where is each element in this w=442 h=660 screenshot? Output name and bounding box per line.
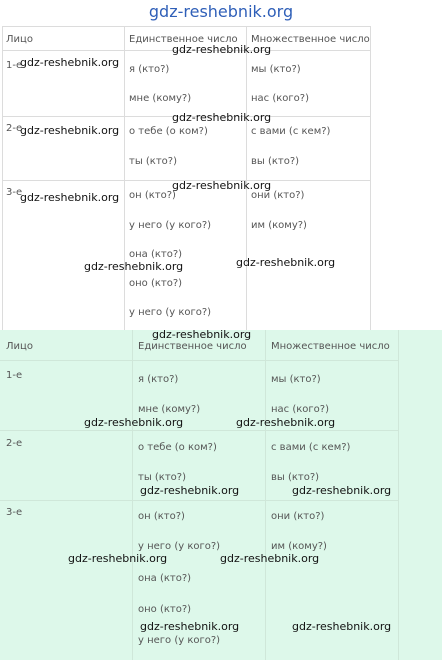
plural-form: вы (кто?) xyxy=(251,156,300,167)
plural-form: вы (кто?) xyxy=(271,472,320,483)
singular-form: она (кто?) xyxy=(129,249,183,260)
watermark: gdz-reshebnik.org xyxy=(152,328,252,341)
singular-form: он (кто?) xyxy=(138,511,185,522)
row-divider xyxy=(0,500,398,501)
plural-form: с вами (с кем?) xyxy=(271,442,351,453)
watermark: gdz-reshebnik.org xyxy=(220,552,320,565)
watermark: gdz-reshebnik.org xyxy=(84,416,184,429)
plural-form: им (кому?) xyxy=(251,220,307,231)
header-plural: Множественное число xyxy=(271,341,390,352)
table-border xyxy=(398,330,399,660)
row-divider xyxy=(0,430,398,431)
singular-form: у него (у кого?) xyxy=(129,220,212,231)
singular-form: у него (у кого?) xyxy=(129,307,212,318)
table-border xyxy=(2,26,370,27)
singular-form: она (кто?) xyxy=(138,573,192,584)
header-plural: Множественное число xyxy=(251,34,370,45)
person-label: 2-е xyxy=(6,123,23,134)
plural-form: им (кому?) xyxy=(271,541,327,552)
singular-form: у него (у кого?) xyxy=(138,635,221,646)
column-divider xyxy=(246,26,247,330)
column-divider xyxy=(132,330,133,660)
watermark: gdz-reshebnik.org xyxy=(68,552,168,565)
singular-form: о тебе (о ком?) xyxy=(138,442,217,453)
singular-form: мне (кому?) xyxy=(129,93,192,104)
person-label: 3-е xyxy=(6,507,23,518)
watermark: gdz-reshebnik.org xyxy=(140,620,240,633)
watermark: gdz-reshebnik.org xyxy=(172,179,272,192)
person-label: 1-е xyxy=(6,60,23,71)
plural-form: мы (кто?) xyxy=(251,64,301,75)
singular-form: оно (кто?) xyxy=(129,278,183,289)
singular-form: у него (у кого?) xyxy=(138,541,221,552)
singular-form: мне (кому?) xyxy=(138,404,201,415)
singular-form: о тебе (о ком?) xyxy=(129,126,208,137)
header-singular: Единственное число xyxy=(138,341,247,352)
watermark: gdz-reshebnik.org xyxy=(84,260,184,273)
watermark: gdz-reshebnik.org xyxy=(20,56,120,69)
person-label: 3-е xyxy=(6,187,23,198)
watermark: gdz-reshebnik.org xyxy=(140,484,240,497)
singular-form: он (кто?) xyxy=(129,190,176,201)
plural-form: нас (кого?) xyxy=(251,93,309,104)
person-label: 2-е xyxy=(6,438,23,449)
site-title: gdz-reshebnik.org xyxy=(148,2,294,21)
plural-form: мы (кто?) xyxy=(271,374,321,385)
watermark: gdz-reshebnik.org xyxy=(236,416,336,429)
column-divider xyxy=(124,26,125,330)
header-singular: Единственное число xyxy=(129,34,238,45)
watermark: gdz-reshebnik.org xyxy=(292,620,392,633)
watermark: gdz-reshebnik.org xyxy=(172,111,272,124)
singular-form: ты (кто?) xyxy=(129,156,177,167)
table-border xyxy=(2,26,3,330)
header-person: Лицо xyxy=(6,341,33,352)
plural-form: они (кто?) xyxy=(271,511,325,522)
column-divider xyxy=(265,330,266,660)
watermark: gdz-reshebnik.org xyxy=(20,124,120,137)
watermark: gdz-reshebnik.org xyxy=(292,484,392,497)
plural-form: они (кто?) xyxy=(251,190,305,201)
row-divider xyxy=(0,360,398,361)
person-label: 1-е xyxy=(6,370,23,381)
plural-form: нас (кого?) xyxy=(271,404,329,415)
singular-form: я (кто?) xyxy=(129,64,170,75)
header-person: Лицо xyxy=(6,34,33,45)
singular-form: ты (кто?) xyxy=(138,472,186,483)
watermark: gdz-reshebnik.org xyxy=(236,256,336,269)
table-border xyxy=(370,26,371,330)
singular-form: оно (кто?) xyxy=(138,604,192,615)
watermark: gdz-reshebnik.org xyxy=(172,43,272,56)
plural-form: с вами (с кем?) xyxy=(251,126,331,137)
singular-form: я (кто?) xyxy=(138,374,179,385)
watermark: gdz-reshebnik.org xyxy=(20,191,120,204)
